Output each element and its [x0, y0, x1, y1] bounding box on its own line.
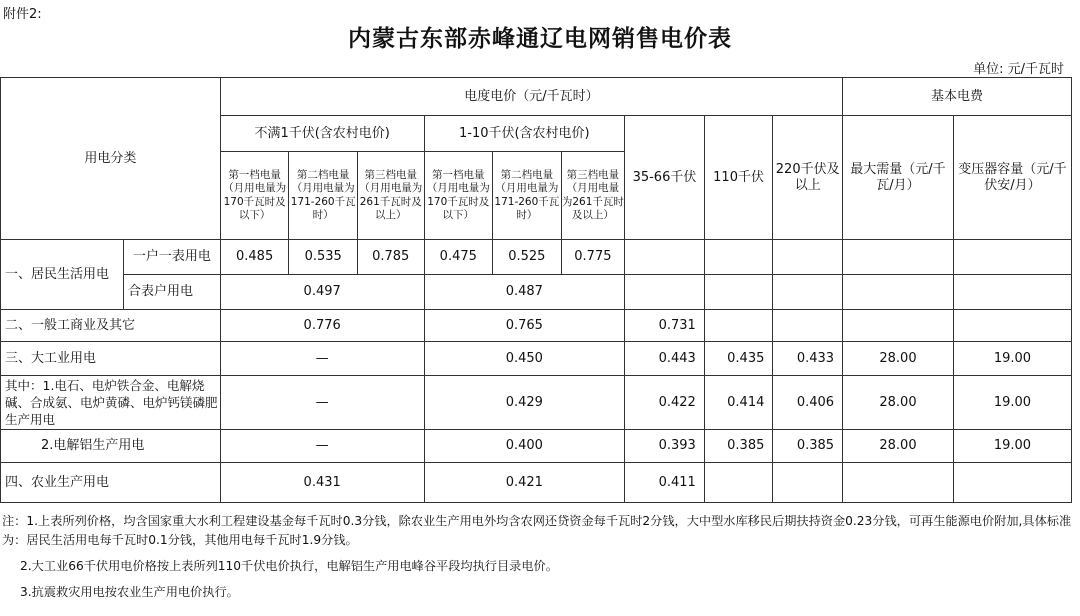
transformer-header: 变压器容量（元/千伏安/月）: [953, 116, 1071, 240]
table-cell: 28.00: [843, 376, 954, 430]
table-cell: 0.393: [625, 430, 705, 463]
max-demand-header: 最大需量（元/千瓦/月）: [843, 116, 954, 240]
row-shared-meter-label: 合表户用电: [124, 275, 221, 310]
110kv-header: 110千伏: [704, 116, 773, 240]
table-cell: 0.525: [493, 240, 562, 275]
table-cell: 19.00: [953, 342, 1071, 376]
table-cell: 0.775: [561, 240, 625, 275]
unit-label: 单位: 元/千瓦时: [973, 62, 1064, 77]
table-cell: 0.475: [424, 240, 493, 275]
tier2-header: 第二档电量（月用电量为171-260千瓦时）: [493, 152, 562, 240]
price-table: [0, 77, 1072, 503]
under-1kv-header: 不满1千伏(含农村电价): [220, 116, 424, 152]
table-cell: 19.00: [953, 376, 1071, 430]
table-cell: 0.765: [424, 310, 625, 342]
table-cell: 28.00: [843, 430, 954, 463]
table-cell: 0.435: [704, 342, 773, 376]
table-cell: —: [220, 342, 424, 376]
energy-price-header: 电度电价（元/千瓦时）: [220, 78, 842, 116]
table-cell: 0.385: [773, 430, 843, 463]
note-1: 注：1.上表所列价格，均含国家重大水利工程建设基金每千瓦时0.3分钱，除农业生产用电外均含农网还贷资金每千瓦时2分钱，大中型水库移民后期扶持资金0.23分钱，可再生能源电价附加,具体标准为：居民生活用电每千瓦时0.1分钱，其他用电每千瓦时1.9分钱。: [2, 514, 1072, 547]
category-header: 用电分类: [1, 78, 221, 240]
table-cell: 0.422: [625, 376, 705, 430]
table-cell: 0.487: [424, 275, 625, 310]
table-cell: 0.485: [220, 240, 289, 275]
table-cell: 0.400: [424, 430, 625, 463]
tier2-header: 第二档电量（月用电量为171-260千瓦时）: [289, 152, 358, 240]
row-commercial-label: 二、一般工商业及其它: [1, 310, 221, 342]
row-agriculture-label: 四、农业生产用电: [1, 463, 221, 503]
table-cell: 0.443: [625, 342, 705, 376]
note-2: 2.大工业66千伏用电价格按上表所列110千伏电价执行，电解铝生产用电峰谷平段均执行目录电价。: [20, 559, 558, 573]
table-cell: 0.421: [424, 463, 625, 503]
tier1-header: 第一档电量（月用电量为170千瓦时及以下）: [220, 152, 289, 240]
table-cell: —: [220, 430, 424, 463]
row-sub1-label: 其中：1.电石、电炉铁合金、电解烧碱、合成氨、电炉黄磷、电炉钙镁磷肥生产用电: [1, 376, 221, 430]
table-cell: 0.450: [424, 342, 625, 376]
row-large-industry-label: 三、大工业用电: [1, 342, 221, 376]
row-residential-label: 一、居民生活用电: [1, 240, 124, 310]
table-cell: 0.785: [357, 240, 424, 275]
basic-fee-header: 基本电费: [843, 78, 1072, 116]
tier1-header: 第一档电量（月用电量为170千瓦时及以下）: [424, 152, 493, 240]
table-cell: 0.429: [424, 376, 625, 430]
table-cell: 0.535: [289, 240, 358, 275]
220kv-header: 220千伏及以上: [773, 116, 843, 240]
row-sub2-label: 2.电解铝生产用电: [1, 430, 221, 463]
table-cell: 0.497: [220, 275, 424, 310]
table-cell: 28.00: [843, 342, 954, 376]
note-3: 3.抗震救灾用电按农业生产用电价执行。: [20, 585, 239, 599]
row-single-meter-label: 一户一表用电: [124, 240, 221, 275]
1-10kv-header: 1-10千伏(含农村电价): [424, 116, 625, 152]
tier3-header: 第三档电量（月用电量为261千瓦时及以上）: [561, 152, 625, 240]
page-title: 内蒙古东部赤峰通辽电网销售电价表: [348, 26, 732, 52]
tier3-header: 第三档电量（月用电量为261千瓦时及以上）: [357, 152, 424, 240]
table-cell: 0.776: [220, 310, 424, 342]
table-cell: 0.731: [625, 310, 705, 342]
attachment-label: 附件2:: [3, 7, 42, 22]
notes: [2, 512, 1078, 602]
table-cell: 0.414: [704, 376, 773, 430]
table-cell: —: [220, 376, 424, 430]
35-66kv-header: 35-66千伏: [625, 116, 705, 240]
table-cell: 0.385: [704, 430, 773, 463]
table-cell: 0.431: [220, 463, 424, 503]
table-cell: 0.433: [773, 342, 843, 376]
table-cell: 19.00: [953, 430, 1071, 463]
table-cell: 0.406: [773, 376, 843, 430]
table-cell: 0.411: [625, 463, 705, 503]
